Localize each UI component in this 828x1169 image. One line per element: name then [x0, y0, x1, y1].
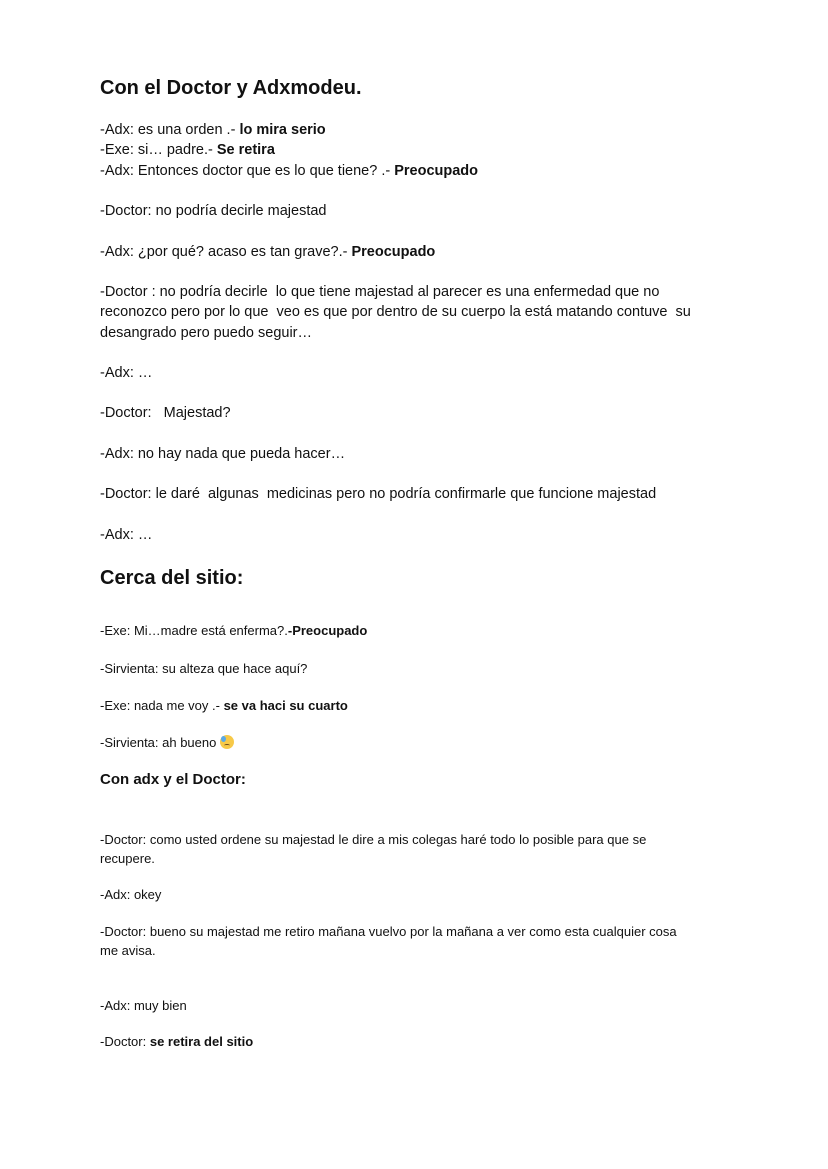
dialogue-line: -Doctor: bueno su majestad me retiro mañana vuelvo por la mañana a ver como esta cualquier cosa — [100, 924, 677, 939]
stage-direction: Se retira — [216, 142, 275, 158]
dialogue-text: -Adx: ¿por qué? acaso es tan grave?.- — [100, 244, 352, 260]
dialogue-line — [100, 242, 435, 262]
section-heading: Con adx y el Doctor: — [100, 771, 246, 788]
dialogue-line-continued: reconozco pero por lo que veo es que por dentro de su cuerpo la está matando contuve su — [100, 304, 691, 320]
stage-direction: -Preocupado — [287, 623, 368, 638]
dialogue-line: -Doctor: le daré algunas medicinas pero no podría confirmarle que funcione majestad — [100, 486, 657, 502]
stage-direction: lo mira serio — [239, 122, 326, 138]
downcast-sweat-face-emoji-icon — [220, 735, 234, 749]
dialogue-line — [100, 621, 367, 640]
dialogue-line: -Adx: … — [100, 365, 153, 381]
dialogue-text: -Exe: si… padre.- — [100, 142, 217, 158]
section-heading: Con el Doctor y Adxmodeu. — [100, 77, 362, 99]
dialogue-line: -Doctor : no podría decirle lo que tiene majestad al parecer es una enfermedad que no — [100, 284, 660, 300]
dialogue-line: -Adx: no hay nada que pueda hacer… — [100, 446, 346, 462]
dialogue-line — [100, 120, 326, 140]
dialogue-text: -Exe: nada me voy .- — [100, 698, 224, 713]
dialogue-line — [100, 161, 478, 181]
dialogue-line: -Sirvienta: su alteza que hace aquí? — [100, 661, 308, 676]
stage-direction: se retira del sitio — [149, 1034, 254, 1049]
dialogue-text: -Doctor: — [100, 1034, 150, 1049]
dialogue-text: -Sirvienta: ah bueno — [100, 735, 220, 750]
stage-direction: se va haci su cuarto — [223, 698, 348, 713]
dialogue-line: -Adx: okey — [100, 887, 162, 902]
dialogue-line-continued: me avisa. — [100, 943, 156, 958]
dialogue-line-continued: desangrado pero puedo seguir… — [100, 325, 313, 341]
dialogue-text: -Adx: Entonces doctor que es lo que tiene? .- — [100, 163, 395, 179]
dialogue-text: -Adx: es una orden .- — [100, 122, 240, 138]
stage-direction: Preocupado — [351, 244, 436, 260]
dialogue-line — [100, 140, 275, 160]
dialogue-line: -Doctor: no podría decirle majestad — [100, 203, 327, 219]
dialogue-line — [100, 1032, 253, 1051]
dialogue-line — [100, 733, 234, 752]
dialogue-line — [100, 696, 348, 715]
stage-direction: Preocupado — [394, 163, 479, 179]
dialogue-line: -Adx: … — [100, 527, 153, 543]
dialogue-text: -Exe: Mi…madre está enferma?. — [100, 623, 288, 638]
dialogue-line: -Doctor: Majestad? — [100, 405, 231, 421]
dialogue-line-continued: recupere. — [100, 851, 155, 866]
dialogue-line: -Adx: muy bien — [100, 998, 187, 1013]
dialogue-line: -Doctor: como usted ordene su majestad le dire a mis colegas haré todo lo posible para que se — [100, 832, 647, 847]
section-heading: Cerca del sitio: — [100, 567, 244, 589]
